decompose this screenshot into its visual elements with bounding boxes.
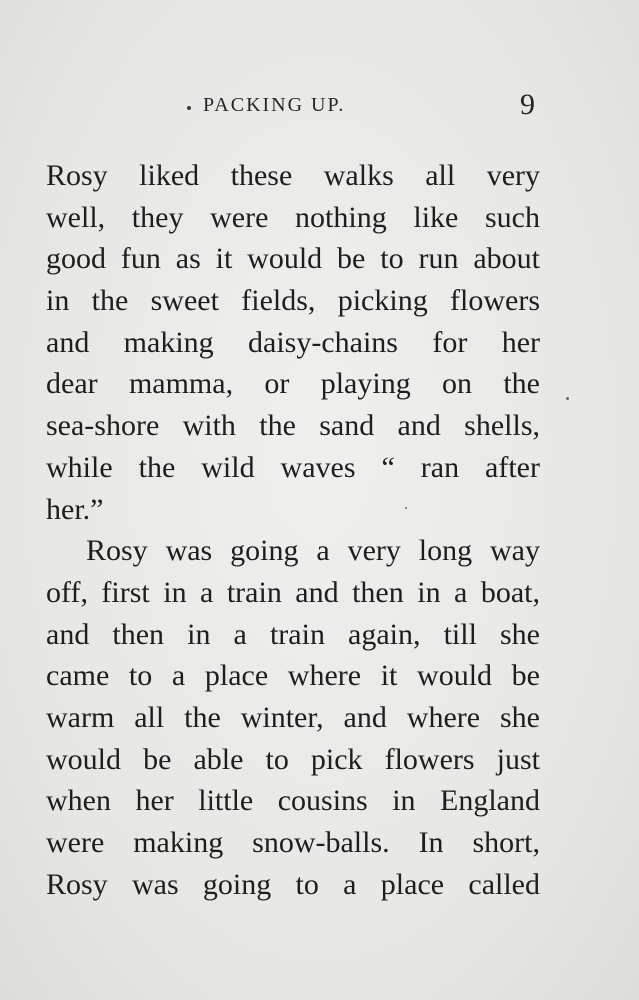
text-line: off, first in a train and then in a boat, <box>46 575 540 609</box>
text-line: Rosy was going to a place called <box>46 867 540 901</box>
text-line: came to a place where it would be <box>46 659 540 693</box>
body-text <box>46 155 540 905</box>
text-line: sea-shore with the sand and shells, <box>46 409 540 443</box>
text-line: would be able to pick flowers just <box>46 742 540 776</box>
text-line: dear mamma, or playing on the <box>46 367 540 401</box>
running-head <box>0 88 639 128</box>
text-line: well, they were nothing like such <box>46 200 540 234</box>
running-title: PACKING UP. <box>203 94 346 116</box>
text-line: her.” <box>46 492 104 526</box>
paragraph-1 <box>46 155 540 530</box>
text-line: when her little cousins in England <box>46 784 540 818</box>
text-line: good fun as it would be to run about <box>46 242 540 276</box>
paper-speck <box>566 397 569 400</box>
text-line: Rosy was going a very long way <box>86 534 540 568</box>
page-number: 9 <box>520 88 535 121</box>
text-line: Rosy liked these walks all very <box>46 159 540 192</box>
paper-speck <box>405 507 407 509</box>
text-line: in the sweet fields, picking flowers <box>46 284 540 318</box>
text-line: while the wild waves “ ran after <box>46 450 540 484</box>
text-line: and making daisy-chains for her <box>46 325 540 359</box>
text-line: warm all the winter, and where she <box>46 700 540 734</box>
paragraph-2 <box>46 530 540 905</box>
text-line: were making snow-balls. In short, <box>46 826 540 859</box>
text-line: and then in a train again, till she <box>46 617 540 651</box>
